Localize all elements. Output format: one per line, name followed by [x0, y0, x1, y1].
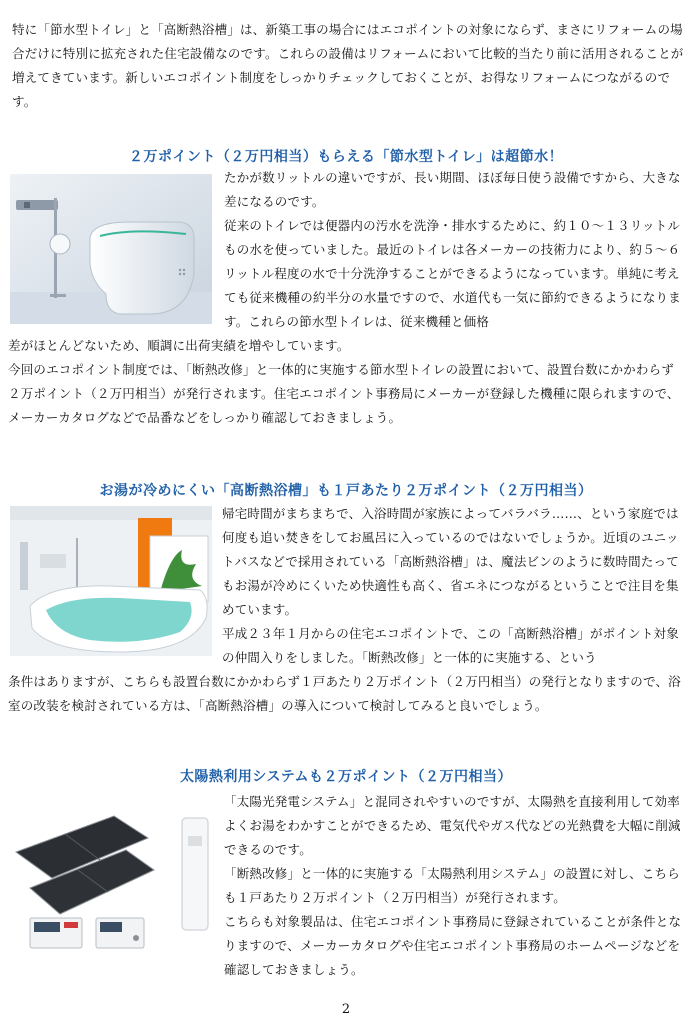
- bathtub-text-full: [8, 670, 684, 718]
- section-heading-toilet: ２万ポイント（２万円相当）もらえる「節水型トイレ」は超節水！: [128, 149, 564, 165]
- bathroom-photo: [10, 506, 212, 656]
- paragraph: 条件はありますが、こちらも設置台数にかかわらず１戸あたり２万ポイント（２万円相当）の発行となりますので、浴室の改装を検討されている方は、「高断熱浴槽」の導入について検討してみると良いでしょう。: [8, 674, 681, 713]
- bathtub-text-beside-photo: [222, 502, 684, 670]
- paragraph: 平成２３年１月からの住宅エコポイントで、この「高断熱浴槽」がポイント対象の仲間入りをしました。「断熱改修」と一体的に実施する、という: [222, 626, 679, 665]
- solar-system-photo: [10, 806, 214, 966]
- intro-paragraph: 特に「節水型トイレ」と「高断熱浴槽」は、新築工事の場合にはエコポイントの対象にならず、まさにリフォームの場合だけに特別に拡充された住宅設備なのです。これらの設備はリフォームにおいて比較的当たり前に活用されることが増えてきています。新しいエコポイント制度をしっかりチェックしておくことが、お得なリフォームにつながるのです。: [12, 22, 684, 109]
- paragraph: 従来のトイレでは便器内の汚水を洗浄・排水するために、約１０～１３リットルもの水を使っていました。最近のトイレは各メーカーの技術力により、約５～６リットル程度の水で十分洗浄することができるようになっています。単純に考えても従来機種の約半分の水量ですので、水道代も一気に節約できるようになります。これらの節水型トイレは、従来機種と価格: [224, 218, 681, 329]
- paragraph: 「太陽光発電システム」と混同されやすいのですが、太陽熱を直接利用して効率よくお湯をわかすことができるため、電気代やガス代などの光熱費を大幅に削減できるのです。: [224, 794, 681, 857]
- paragraph: こちらも対象製品は、住宅エコポイント事務局に登録されていることが条件となりますので、メーカーカタログや住宅エコポイント事務局のホームページなどを確認しておきましょう。: [224, 914, 682, 977]
- paragraph: たかが数リットルの違いですが、長い期間、ほぼ毎日使う設備ですから、大きな差になるのです。: [224, 170, 681, 209]
- section-heading-bathtub: お湯が冷めにくい「高断熱浴槽」も１戸あたり２万ポイント（２万円相当）: [99, 483, 593, 499]
- toilet-text-full: [8, 334, 684, 430]
- paragraph: 「断熱改修」と一体的に実施する「太陽熱利用システム」の設置に対し、こちらも１戸あたり２万ポイント（２万円相当）が発行されます。: [224, 866, 680, 905]
- section-heading-solar: 太陽熱利用システムも２万ポイント（２万円相当）: [179, 769, 513, 785]
- solar-text-beside-photo: [224, 790, 684, 982]
- page-number: 2: [341, 1002, 351, 1017]
- paragraph: 差がほとんどないため、順調に出荷実績を増やしています。: [8, 338, 350, 353]
- toilet-photo: [10, 174, 212, 324]
- paragraph: 今回のエコポイント制度では、「断熱改修」と一体的に実施する節水型トイレの設置において、設置台数にかかわらず２万ポイント（２万円相当）が発行されます。住宅エコポイント事務局にメーカーが登録した機種に限られますので、メーカーカタログなどで品番などをしっかり確認しておきましょう。: [8, 362, 680, 425]
- paragraph: 帰宅時間がまちまちで、入浴時間が家族によってバラバラ……、という家庭では何度も追い焚きをしてお風呂に入っているのではないでしょうか。近頃のユニットバスなどで採用されている「高断熱浴槽」は、魔法ビンのように数時間たってもお湯が冷めにくいため快適性も高く、省エネにつながるということで注目を集めています。: [222, 506, 679, 617]
- toilet-text-beside-photo: [224, 166, 684, 334]
